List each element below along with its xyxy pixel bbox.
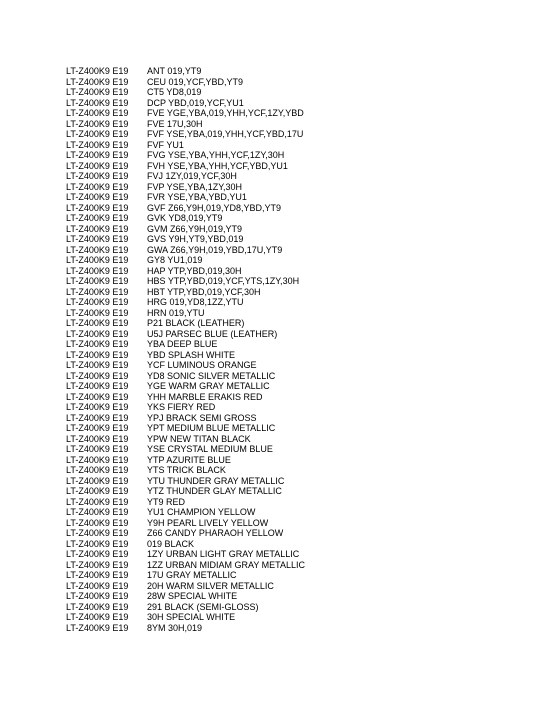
color-description: FVF YSE,YBA,019,YHH,YCF,YBD,17U bbox=[147, 129, 304, 139]
list-item bbox=[66, 455, 305, 466]
list-item bbox=[66, 528, 305, 539]
part-number: LT-Z400K9 E19 bbox=[66, 129, 129, 139]
part-number: LT-Z400K9 E19 bbox=[66, 591, 129, 601]
color-description: FVR YSE,YBA,YBD,YU1 bbox=[147, 192, 247, 202]
part-number: LT-Z400K9 E19 bbox=[66, 475, 129, 486]
list-item bbox=[66, 486, 305, 497]
list-item bbox=[66, 539, 305, 550]
color-description: YTS TRICK BLACK bbox=[147, 465, 226, 475]
color-description: YTP AZURITE BLUE bbox=[147, 454, 231, 465]
part-number: LT-Z400K9 E19 bbox=[66, 391, 129, 402]
list-item bbox=[66, 213, 305, 224]
list-item bbox=[66, 140, 305, 151]
color-description: YGE WARM GRAY METALLIC bbox=[147, 381, 270, 391]
list-item bbox=[66, 612, 305, 623]
color-description: HRN 019,YTU bbox=[147, 307, 205, 318]
list-item bbox=[66, 234, 305, 245]
color-description: YTU THUNDER GRAY METALLIC bbox=[147, 475, 285, 486]
part-number: LT-Z400K9 E19 bbox=[66, 118, 129, 129]
color-description: FVG YSE,YBA,YHH,YCF,1ZY,30H bbox=[147, 150, 285, 160]
part-number: LT-Z400K9 E19 bbox=[66, 181, 129, 192]
list-item bbox=[66, 444, 305, 455]
part-number: LT-Z400K9 E19 bbox=[66, 549, 129, 559]
list-item bbox=[66, 287, 305, 298]
list-item bbox=[66, 171, 305, 182]
part-number: LT-Z400K9 E19 bbox=[66, 580, 129, 591]
part-number: LT-Z400K9 E19 bbox=[66, 381, 129, 391]
part-number: LT-Z400K9 E19 bbox=[66, 318, 129, 328]
list-item bbox=[66, 371, 305, 382]
part-number: LT-Z400K9 E19 bbox=[66, 108, 129, 118]
part-number: LT-Z400K9 E19 bbox=[66, 349, 129, 360]
list-item bbox=[66, 402, 305, 413]
part-number: LT-Z400K9 E19 bbox=[66, 297, 129, 307]
list-item bbox=[66, 308, 305, 319]
color-description: FVE YGE,YBA,019,YHH,YCF,1ZY,YBD bbox=[147, 108, 304, 118]
part-number: LT-Z400K9 E19 bbox=[66, 559, 129, 570]
part-number: LT-Z400K9 E19 bbox=[66, 454, 129, 465]
list-item bbox=[66, 360, 305, 371]
part-number: LT-Z400K9 E19 bbox=[66, 328, 129, 339]
part-number: LT-Z400K9 E19 bbox=[66, 601, 129, 612]
color-description: 20H WARM SILVER METALLIC bbox=[147, 580, 274, 591]
part-number: LT-Z400K9 E19 bbox=[66, 139, 129, 150]
color-description: P21 BLACK (LEATHER) bbox=[147, 318, 245, 328]
part-number: LT-Z400K9 E19 bbox=[66, 360, 129, 370]
part-number: LT-Z400K9 E19 bbox=[66, 276, 129, 286]
part-number: LT-Z400K9 E19 bbox=[66, 622, 129, 633]
color-description: YSE CRYSTAL MEDIUM BLUE bbox=[147, 444, 273, 454]
color-description: YT9 RED bbox=[147, 496, 186, 507]
part-number: LT-Z400K9 E19 bbox=[66, 496, 129, 507]
list-item bbox=[66, 623, 305, 634]
list-item bbox=[66, 602, 305, 613]
color-description: YKS FIERY RED bbox=[147, 402, 216, 412]
part-number: LT-Z400K9 E19 bbox=[66, 255, 129, 265]
list-item bbox=[66, 339, 305, 350]
color-description: GVF Z66,Y9H,019,YD8,YBD,YT9 bbox=[147, 202, 282, 213]
color-description: 8YM 30H,019 bbox=[147, 622, 203, 633]
color-description: YPJ BRACK SEMI GROSS bbox=[147, 412, 257, 423]
color-description: FVH YSE,YBA,YHH,YCF,YBD,YU1 bbox=[147, 160, 288, 171]
color-description: FVP YSE,YBA,1ZY,30H bbox=[147, 181, 243, 192]
part-number: LT-Z400K9 E19 bbox=[66, 423, 129, 433]
color-description: U5J PARSEC BLUE (LEATHER) bbox=[147, 328, 278, 339]
list-item bbox=[66, 570, 305, 581]
part-number: LT-Z400K9 E19 bbox=[66, 234, 129, 244]
list-item bbox=[66, 381, 305, 392]
part-number: LT-Z400K9 E19 bbox=[66, 433, 129, 444]
color-description: DCP YBD,019,YCF,YU1 bbox=[147, 97, 244, 108]
part-number: LT-Z400K9 E19 bbox=[66, 307, 129, 318]
color-description: YHH MARBLE ERAKIS RED bbox=[147, 391, 263, 402]
part-number: LT-Z400K9 E19 bbox=[66, 223, 129, 234]
part-number: LT-Z400K9 E19 bbox=[66, 444, 129, 454]
color-description: YPW NEW TITAN BLACK bbox=[147, 433, 251, 444]
part-number: LT-Z400K9 E19 bbox=[66, 538, 129, 549]
list-item bbox=[66, 150, 305, 161]
list-item bbox=[66, 266, 305, 277]
color-description: GVM Z66,Y9H,019,YT9 bbox=[147, 223, 243, 234]
color-description: YPT MEDIUM BLUE METALLIC bbox=[147, 423, 276, 433]
part-number: LT-Z400K9 E19 bbox=[66, 486, 129, 496]
color-description: FVF YU1 bbox=[147, 139, 184, 150]
color-description: HBT YTP,YBD,019,YCF,30H bbox=[147, 286, 261, 297]
color-description: 291 BLACK (SEMI-GLOSS) bbox=[147, 601, 259, 612]
color-description: GY8 YU1,019 bbox=[147, 255, 203, 265]
part-number: LT-Z400K9 E19 bbox=[66, 265, 129, 276]
list-item bbox=[66, 182, 305, 193]
part-number: LT-Z400K9 E19 bbox=[66, 213, 129, 223]
color-description: HRG 019,YD8,1ZZ,YTU bbox=[147, 297, 244, 307]
list-item bbox=[66, 497, 305, 508]
color-description: YBD SPLASH WHITE bbox=[147, 349, 236, 360]
color-description: 1ZZ URBAN MIDIAM GRAY METALLIC bbox=[147, 559, 306, 570]
color-description: YTZ THUNDER GLAY METALLIC bbox=[147, 486, 282, 496]
list-item bbox=[66, 560, 305, 571]
part-number: LT-Z400K9 E19 bbox=[66, 412, 129, 423]
list-item bbox=[66, 66, 305, 77]
list-item bbox=[66, 77, 305, 88]
part-number: LT-Z400K9 E19 bbox=[66, 171, 129, 181]
color-description: Y9H PEARL LIVELY YELLOW bbox=[147, 517, 269, 528]
list-item bbox=[66, 549, 305, 560]
list-item bbox=[66, 423, 305, 434]
color-description: 019 BLACK bbox=[147, 538, 195, 549]
part-number: LT-Z400K9 E19 bbox=[66, 244, 129, 255]
color-description: YCF LUMINOUS ORANGE bbox=[147, 360, 257, 370]
list-item bbox=[66, 507, 305, 518]
list-item bbox=[66, 203, 305, 214]
part-number: LT-Z400K9 E19 bbox=[66, 150, 129, 160]
list-item bbox=[66, 581, 305, 592]
part-number: LT-Z400K9 E19 bbox=[66, 160, 129, 171]
list-item bbox=[66, 413, 305, 424]
list-item bbox=[66, 318, 305, 329]
list-item bbox=[66, 192, 305, 203]
part-number: LT-Z400K9 E19 bbox=[66, 76, 129, 87]
color-description: ANT 019,YT9 bbox=[147, 66, 202, 76]
color-description: 30H SPECIAL WHITE bbox=[147, 612, 236, 622]
list-item bbox=[66, 224, 305, 235]
part-number: LT-Z400K9 E19 bbox=[66, 192, 129, 202]
list-item bbox=[66, 129, 305, 140]
part-number: LT-Z400K9 E19 bbox=[66, 66, 129, 76]
list-item bbox=[66, 255, 305, 266]
color-description: HAP YTP,YBD,019,30H bbox=[147, 265, 242, 276]
color-description: GVK YD8,019,YT9 bbox=[147, 213, 223, 223]
color-description: 17U GRAY METALLIC bbox=[147, 570, 237, 580]
list-item bbox=[66, 591, 305, 602]
color-description: FVE 17U,30H bbox=[147, 118, 203, 129]
list-item bbox=[66, 329, 305, 340]
part-number: LT-Z400K9 E19 bbox=[66, 202, 129, 213]
part-number: LT-Z400K9 E19 bbox=[66, 402, 129, 412]
part-number: LT-Z400K9 E19 bbox=[66, 507, 129, 517]
part-number: LT-Z400K9 E19 bbox=[66, 370, 129, 381]
part-number: LT-Z400K9 E19 bbox=[66, 87, 129, 97]
color-code-list bbox=[66, 66, 305, 633]
color-description: 1ZY URBAN LIGHT GRAY METALLIC bbox=[147, 549, 300, 559]
color-description: GVS Y9H,YT9,YBD,019 bbox=[147, 234, 244, 244]
color-description: FVJ 1ZY,019,YCF,30H bbox=[147, 171, 237, 181]
color-description: HBS YTP,YBD,019,YCF,YTS,1ZY,30H bbox=[147, 276, 300, 286]
part-number: LT-Z400K9 E19 bbox=[66, 528, 129, 538]
color-description: CT5 YD8,019 bbox=[147, 87, 202, 97]
part-number: LT-Z400K9 E19 bbox=[66, 517, 129, 528]
part-number: LT-Z400K9 E19 bbox=[66, 339, 129, 349]
color-description: 28W SPECIAL WHITE bbox=[147, 591, 238, 601]
color-description: CEU 019,YCF,YBD,YT9 bbox=[147, 76, 244, 87]
part-number: LT-Z400K9 E19 bbox=[66, 612, 129, 622]
list-item bbox=[66, 465, 305, 476]
list-item bbox=[66, 108, 305, 119]
color-description: YD8 SONIC SILVER METALLIC bbox=[147, 370, 276, 381]
list-item bbox=[66, 87, 305, 98]
list-item bbox=[66, 276, 305, 287]
color-description: GWA Z66,Y9H,019,YBD,17U,YT9 bbox=[147, 244, 283, 255]
list-item bbox=[66, 392, 305, 403]
list-item bbox=[66, 119, 305, 130]
list-item bbox=[66, 161, 305, 172]
list-item bbox=[66, 350, 305, 361]
list-item bbox=[66, 98, 305, 109]
list-item bbox=[66, 518, 305, 529]
color-description: YBA DEEP BLUE bbox=[147, 339, 218, 349]
list-item bbox=[66, 245, 305, 256]
color-description: YU1 CHAMPION YELLOW bbox=[147, 507, 256, 517]
part-number: LT-Z400K9 E19 bbox=[66, 465, 129, 475]
list-item bbox=[66, 434, 305, 445]
color-description: Z66 CANDY PHARAOH YELLOW bbox=[147, 528, 284, 538]
list-item bbox=[66, 297, 305, 308]
part-number: LT-Z400K9 E19 bbox=[66, 570, 129, 580]
part-number: LT-Z400K9 E19 bbox=[66, 286, 129, 297]
part-number: LT-Z400K9 E19 bbox=[66, 97, 129, 108]
list-item bbox=[66, 476, 305, 487]
